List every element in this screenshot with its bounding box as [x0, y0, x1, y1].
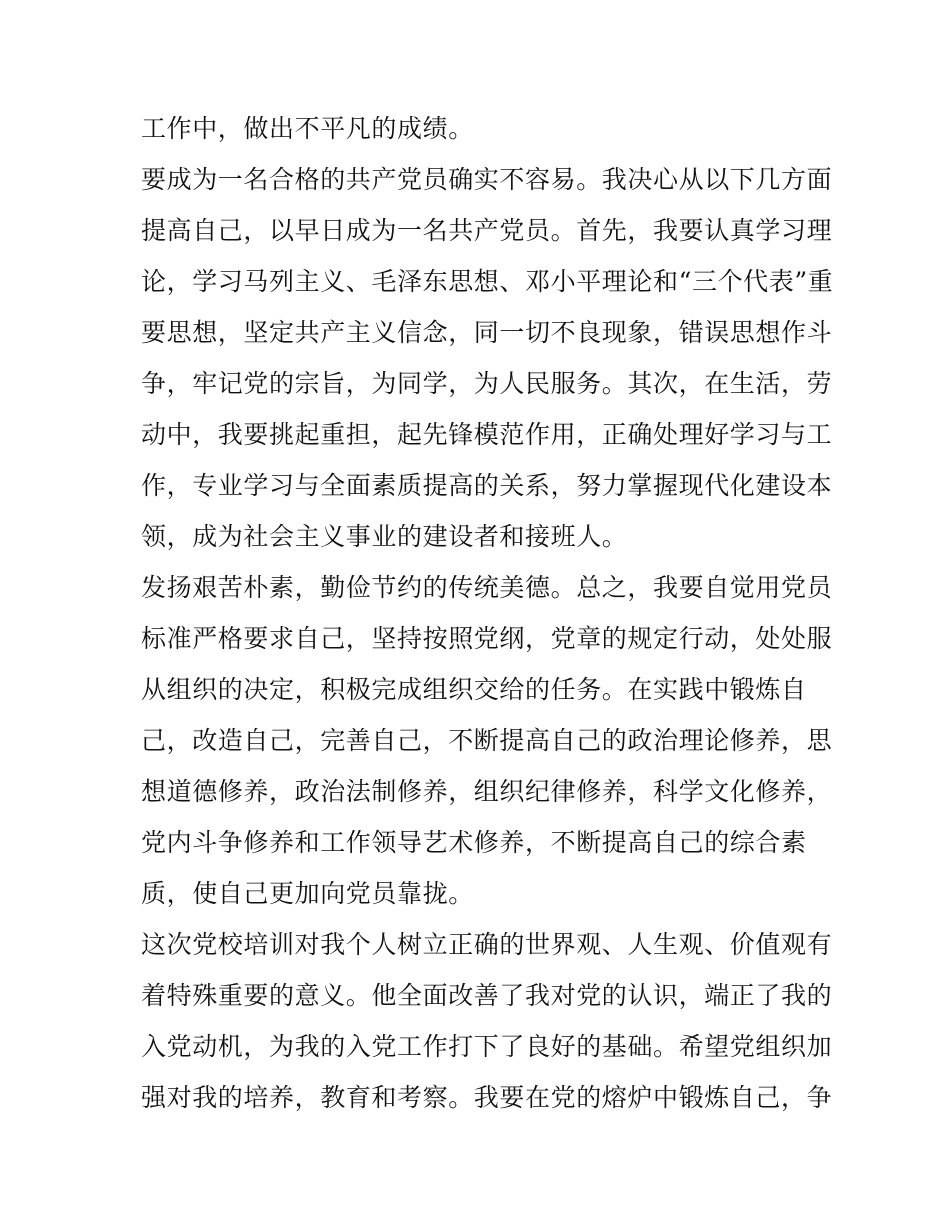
- text-line: 争，牢记党的宗旨，为同学，为人民服务。其次，在生活，劳: [141, 369, 833, 398]
- text-line: 要成为一名合格的共产党员确实不容易。我决心从以下几方面: [141, 165, 833, 194]
- text-line: 从组织的决定，积极完成组织交给的任务。在实践中锻炼自: [141, 675, 807, 704]
- text-line: 论，学习马列主义、毛泽东思想、邓小平理论和“三个代表”重: [141, 267, 834, 296]
- text-line: 工作中，做出不平凡的成绩。: [141, 114, 474, 143]
- text-line: 党内斗争修养和工作领导艺术修养，不断提高自己的综合素: [141, 828, 807, 857]
- text-line: 提高自己，以早日成为一名共产党员。首先，我要认真学习理: [141, 216, 833, 245]
- text-line: 己，改造自己，完善自己，不断提高自己的政治理论修养，思: [141, 726, 833, 755]
- text-line: 领，成为社会主义事业的建设者和接班人。: [141, 522, 628, 551]
- text-line: 动中，我要挑起重担，起先锋模范作用，正确处理好学习与工: [141, 420, 833, 449]
- text-line: 想道德修养，政治法制修养，组织纪律修养，科学文化修养，: [141, 777, 833, 806]
- text-line: 着特殊重要的意义。他全面改善了我对党的认识，端正了我的: [141, 981, 833, 1010]
- text-line: 质，使自己更加向党员靠拢。: [141, 879, 474, 908]
- text-line: 强对我的培养，教育和考察。我要在党的熔炉中锻炼自己，争: [141, 1083, 833, 1112]
- text-line: 入党动机，为我的入党工作打下了良好的基础。希望党组织加: [141, 1032, 833, 1061]
- text-line: 作，专业学习与全面素质提高的关系，努力掌握现代化建设本: [141, 471, 833, 500]
- text-line: 发扬艰苦朴素，勤俭节约的传统美德。总之，我要自觉用党员: [141, 573, 833, 602]
- text-line: 这次党校培训对我个人树立正确的世界观、人生观、价值观有: [141, 930, 833, 959]
- text-line: 要思想，坚定共产主义信念，同一切不良现象，错误思想作斗: [141, 318, 833, 347]
- text-line: 标准严格要求自己，坚持按照党纲，党章的规定行动，处处服: [141, 624, 833, 653]
